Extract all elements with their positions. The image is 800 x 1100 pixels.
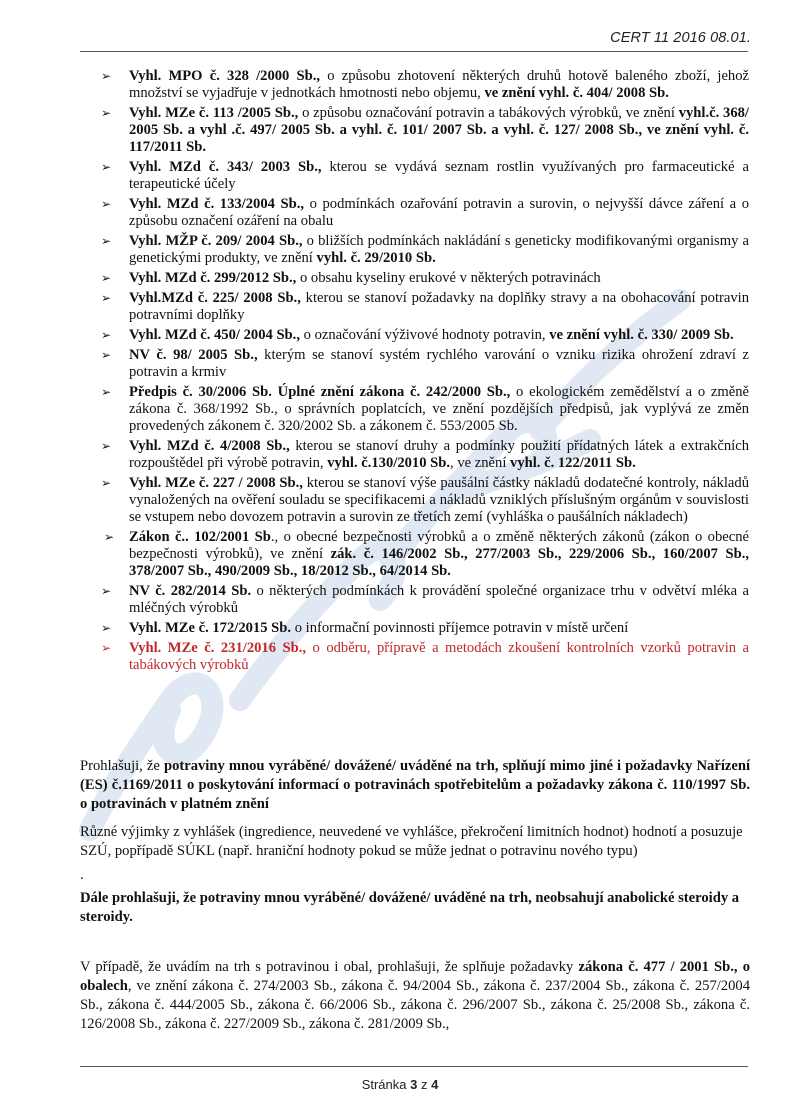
arrowhead-bullet-icon: ➢ (101, 271, 112, 285)
bold-text: vyhl. č. 122/2011 Sb. (510, 455, 636, 471)
regulation-text (129, 327, 734, 343)
arrowhead-bullet-icon: ➢ (101, 291, 112, 305)
regulation-item (101, 290, 749, 324)
text: o označování výživové hodnoty potravin, (299, 327, 550, 343)
regulation-item (101, 583, 749, 617)
header-divider (80, 51, 748, 52)
regulation-text (129, 270, 601, 286)
bold-text: NV č. 282/2014 Sb. (129, 583, 252, 599)
page-label: Stránka (361, 1077, 411, 1092)
arrowhead-bullet-icon: ➢ (101, 476, 112, 490)
arrowhead-bullet-icon: ➢ (104, 530, 115, 544)
bold-text: Vyhl. MZe č. 231/2016 Sb., (129, 640, 307, 656)
regulation-item (101, 233, 749, 267)
footer-divider (80, 1066, 748, 1067)
regulation-text (129, 68, 749, 101)
bold-text: vyhl.č. 368/ 2005 Sb. a vyhl .č. 497/ 2005 Sb. a vyhl. č. 101/ 2007 Sb. a vyhl. č. 127/ 2008 Sb., ve znění vyhl. č. 117/2011 Sb. (129, 105, 749, 155)
text: kterou se stanoví požadavky na doplňky stravy a na obohacování potravin potravními doplňky (129, 290, 749, 323)
bold-text: Vyhl. MZd č. 450/ 2004 Sb., (129, 327, 300, 343)
text: o způsobu označování potravin a tabákových výrobků, ve znění (298, 105, 679, 121)
text: kterou se vydává seznam rostlin využívaných pro farmaceutické a terapeutické účely (129, 159, 749, 192)
bold-text: Vyhl. MZd č. 4/2008 Sb., (129, 438, 290, 454)
regulation-text (129, 290, 749, 323)
regulation-item (101, 196, 749, 230)
document-code: CERT 11 2016 08.01. (610, 30, 751, 46)
regulation-item (101, 620, 749, 637)
regulation-item (101, 105, 749, 156)
arrowhead-bullet-icon: ➢ (101, 641, 112, 655)
regulation-text (129, 475, 749, 525)
regulation-text (129, 233, 749, 266)
regulation-text (129, 196, 749, 229)
text: kterou se stanoví výše paušální částky nákladů dodatečné kontroly, nákladů vynaložených na ověření souladu se specifikacemi a nákladů vzniklých příslušným orgánům v souvislosti se vstupem nebo dovozem potravin a surovin ze třetích zemí (vyhláška o paušálních nákladech) (129, 475, 750, 525)
text: V případě, že uvádím na trh s potravinou i obal, prohlašuji, že splňuje požadavky (80, 959, 579, 975)
regulation-item (101, 475, 749, 526)
text: o některých podmínkách k provádění společné organizace trhu v odvětví mléka a mléčných výrobků (129, 583, 750, 616)
text: o odběru, přípravě a metodách zkoušení kontrolních vzorků potravin a tabákových výrobků (129, 640, 750, 673)
regulation-item (101, 640, 749, 674)
bold-text: Vyhl. MŽP č. 209/ 2004 Sb., (129, 233, 303, 249)
regulation-item (101, 347, 749, 381)
regulation-text (129, 438, 749, 471)
bold-text: zákona č. 477 / 2001 Sb., o obalech (80, 959, 751, 994)
text: , ve znění zákona č. 274/2003 Sb., zákona č. 94/2004 Sb., zákona č. 237/2004 Sb., zákona č. 257/2004 Sb., zákona č. 444/2005 Sb., zákona č. 66/2006 Sb., zákona č. 296/2007 Sb., zákona č. 25/2008 Sb., zákona č. 126/2008 Sb., zákona č. 227/2009 Sb., zákona č. 281/2009 Sb., (80, 978, 750, 1032)
arrowhead-bullet-icon: ➢ (101, 197, 112, 211)
arrowhead-bullet-icon: ➢ (101, 234, 112, 248)
bold-text: ve znění vyhl. č. 330/ 2009 Sb. (549, 327, 734, 343)
bold-text: Vyhl. MZd č. 133/2004 Sb., (129, 196, 305, 212)
arrowhead-bullet-icon: ➢ (101, 439, 112, 453)
regulation-item (101, 438, 749, 472)
bold-text: vyhl. č. 29/2010 Sb. (316, 250, 436, 266)
arrowhead-bullet-icon: ➢ (101, 69, 112, 83)
arrowhead-bullet-icon: ➢ (101, 385, 112, 399)
current-page: 3 (410, 1077, 418, 1092)
regulation-text (129, 640, 749, 673)
arrowhead-bullet-icon: ➢ (101, 160, 112, 174)
text: o podmínkách ozařování potravin a surovin, o nejvyšší dávce záření a o způsobu označení ozáření na obalu (129, 196, 750, 229)
regulation-item (101, 270, 749, 287)
bold-text: Vyhl.MZd č. 225/ 2008 Sb., (129, 290, 301, 306)
regulation-text (129, 620, 628, 636)
regulations-list (101, 68, 749, 677)
regulation-text (129, 159, 749, 192)
arrowhead-bullet-icon: ➢ (101, 328, 112, 342)
text: o bližších podmínkách nakládání s geneticky modifikovanými organismy a genetickými produkty, ve znění (129, 233, 749, 266)
text: ., o obecné bezpečnosti výrobků a o změně některých zákonů (zákon o obecné bezpečnosti výrobků), ve znění (129, 529, 749, 562)
regulation-item (101, 159, 749, 193)
text: kterým se stanoví systém rychlého varování o vzniku rizika ohrožení zdraví z potravin a krmiv (129, 347, 749, 380)
page-number (0, 1077, 800, 1092)
bold-text: zák. č. 146/2002 Sb., 277/2003 Sb., 229/2006 Sb., 160/2007 Sb., 378/2007 Sb., 490/2009 Sb., 18/2012 Sb., 64/2014 Sb. (129, 546, 749, 579)
bold-text: Vyhl. MZe č. 227 / 2008 Sb., (129, 475, 303, 491)
bold-text: Předpis č. 30/2006 Sb. Úplné znění zákona č. 242/2000 Sb., (129, 384, 511, 400)
regulation-text (129, 583, 749, 616)
total-pages: 4 (431, 1077, 439, 1092)
regulation-text (129, 529, 749, 579)
bold-text: Vyhl. MPO č. 328 /2000 Sb., (129, 68, 321, 84)
page-separator: z (417, 1077, 432, 1092)
bold-text: potraviny mnou vyráběné/ dovážené/ uváděné na trh, splňují mimo jiné i požadavky Nařízení (ES) č.1169/2011 o poskytování informací o potravinách spotřebitelům a požadavky zákona č. 110/1997 Sb. o potravinách v platném znění (80, 758, 750, 812)
arrowhead-bullet-icon: ➢ (101, 621, 112, 635)
bold-text: ve znění vyhl. č. 404/ 2008 Sb. (484, 85, 669, 101)
packaging-declaration (80, 958, 750, 1034)
text: , ve znění (450, 455, 511, 471)
text: o způsobu zhotovení některých druhů hotově baleného zboží, jehož množství se vyjadřuje v jednotkách hmotnosti nebo objemu, (129, 68, 750, 101)
text: o obsahu kyseliny erukové v některých potravinách (296, 270, 601, 286)
bold-text: vyhl. č.130/2010 Sb. (327, 455, 451, 471)
declaration-compliance (80, 757, 750, 814)
regulation-text (129, 105, 749, 155)
separator-dot: . (80, 867, 84, 883)
text: o informační povinnosti příjemce potravin v místě určení (291, 620, 629, 636)
text: kterou se stanoví druhy a podmínky použití přídatných látek a extrakčních rozpouštědel při výrobě potravin, (129, 438, 749, 471)
arrowhead-bullet-icon: ➢ (101, 584, 112, 598)
bold-text: Vyhl. MZe č. 113 /2005 Sb., (129, 105, 299, 121)
declaration-steroids: Dále prohlašuji, že potraviny mnou vyráběné/ dovážené/ uváděné na trh, neobsahují anabolické steroidy a steroidy. (80, 890, 740, 925)
arrowhead-bullet-icon: ➢ (101, 106, 112, 120)
regulation-item (101, 68, 749, 102)
regulation-text (129, 384, 749, 434)
regulation-item (101, 384, 749, 435)
bold-text: Zákon č.. 102/2001 Sb (129, 529, 271, 545)
exceptions-paragraph: Různé výjimky z vyhlášek (ingredience, neuvedené ve vyhlášce, překročení limitních hodnot) hodnotí a posuzuje SZÚ, popřípadě SÚKL (např. hraniční hodnoty pokud se může jednat o potravinu nového typu) (80, 824, 743, 859)
regulation-text (129, 347, 749, 380)
regulation-item (101, 529, 749, 580)
regulation-item (101, 327, 749, 344)
bold-text: Vyhl. MZd č. 299/2012 Sb., (129, 270, 297, 286)
text: Prohlašuji, že (80, 758, 164, 774)
arrowhead-bullet-icon: ➢ (101, 348, 112, 362)
bold-text: Vyhl. MZe č. 172/2015 Sb. (129, 620, 292, 636)
bold-text: Vyhl. MZd č. 343/ 2003 Sb., (129, 159, 322, 175)
bold-text: NV č. 98/ 2005 Sb., (129, 347, 258, 363)
text: o ekologickém zemědělství a o změně zákona č. 368/1992 Sb., o správních poplatcích, ve znění pozdějších předpisů, jak vyplývá ze změn provedených zákonem č. 320/2002 Sb. a zákonem č. 553/2005 Sb. (129, 384, 749, 434)
